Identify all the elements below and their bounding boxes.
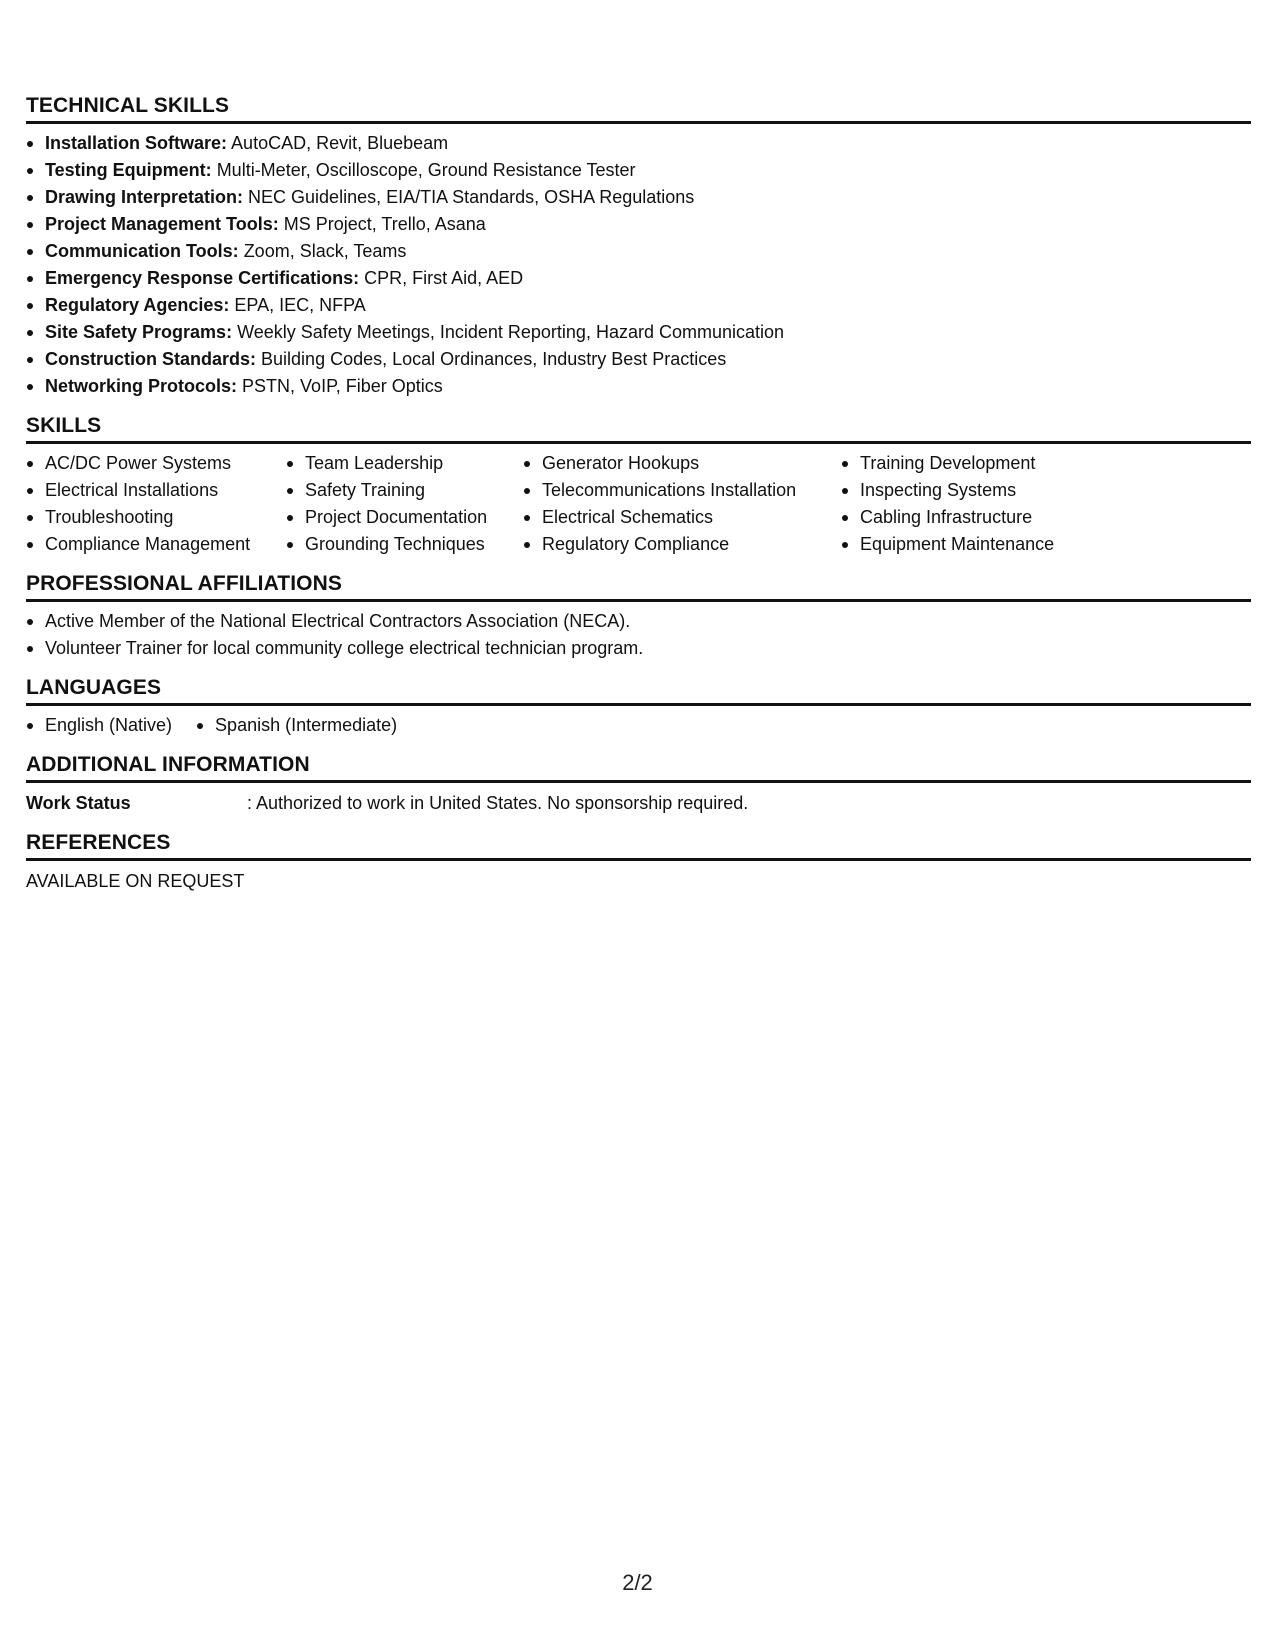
list-item: Equipment Maintenance: [841, 531, 1141, 558]
list-item: Project Documentation: [286, 504, 523, 531]
references-heading: REFERENCES: [26, 831, 1251, 861]
list-item: English (Native): [26, 712, 172, 739]
list-item: Installation Software: AutoCAD, Revit, Bluebeam: [26, 130, 1251, 157]
skills-section: [26, 414, 1251, 558]
additional-info-section: [26, 753, 1251, 817]
page-number: 2/2: [622, 1570, 653, 1595]
list-item: Telecommunications Installation: [523, 477, 841, 504]
list-item: Communication Tools: Zoom, Slack, Teams: [26, 238, 1251, 265]
list-item: Compliance Management: [26, 531, 286, 558]
list-item: Grounding Techniques: [286, 531, 523, 558]
list-item: Inspecting Systems: [841, 477, 1141, 504]
affiliations-list: [26, 608, 1251, 662]
list-item: Emergency Response Certifications: CPR, First Aid, AED: [26, 265, 1251, 292]
skills-column-3: [523, 450, 841, 558]
work-status-label: Work Status: [26, 793, 131, 813]
list-item: Safety Training: [286, 477, 523, 504]
list-item: Regulatory Agencies: EPA, IEC, NFPA: [26, 292, 1251, 319]
skills-column-1: [26, 450, 286, 558]
list-item: Team Leadership: [286, 450, 523, 477]
list-item: Generator Hookups: [523, 450, 841, 477]
list-item: Drawing Interpretation: NEC Guidelines, EIA/TIA Standards, OSHA Regulations: [26, 184, 1251, 211]
list-item: Cabling Infrastructure: [841, 504, 1141, 531]
skills-column-2: [286, 450, 523, 558]
list-item: Networking Protocols: PSTN, VoIP, Fiber Optics: [26, 373, 1251, 400]
affiliations-section: [26, 572, 1251, 662]
list-item: Regulatory Compliance: [523, 531, 841, 558]
list-item: Testing Equipment: Multi-Meter, Oscilloscope, Ground Resistance Tester: [26, 157, 1251, 184]
languages-heading: LANGUAGES: [26, 676, 1251, 706]
affiliations-heading: PROFESSIONAL AFFILIATIONS: [26, 572, 1251, 602]
list-item: Project Management Tools: MS Project, Trello, Asana: [26, 211, 1251, 238]
work-status-row: [26, 790, 1251, 817]
list-item: Troubleshooting: [26, 504, 286, 531]
references-text: AVAILABLE ON REQUEST: [26, 871, 245, 891]
references-section: [26, 831, 1251, 895]
list-item: Construction Standards: Building Codes, Local Ordinances, Industry Best Practices: [26, 346, 1251, 373]
technical-skills-heading: TECHNICAL SKILLS: [26, 94, 1251, 124]
skills-columns: [26, 450, 1251, 558]
list-item: Training Development: [841, 450, 1141, 477]
list-item: Volunteer Trainer for local community college electrical technician program.: [26, 635, 1251, 662]
list-item: Spanish (Intermediate): [196, 712, 397, 739]
technical-skills-section: [26, 94, 1251, 400]
list-item: Electrical Installations: [26, 477, 286, 504]
skills-heading: SKILLS: [26, 414, 1251, 444]
languages-list: [26, 712, 1251, 739]
additional-info-heading: ADDITIONAL INFORMATION: [26, 753, 1251, 783]
list-item: Site Safety Programs: Weekly Safety Meetings, Incident Reporting, Hazard Communication: [26, 319, 1251, 346]
list-item: Active Member of the National Electrical Contractors Association (NECA).: [26, 608, 1251, 635]
resume-page: [26, 94, 1251, 909]
skills-column-4: [841, 450, 1141, 558]
technical-skills-list: [26, 130, 1251, 400]
languages-section: [26, 676, 1251, 739]
list-item: Electrical Schematics: [523, 504, 841, 531]
list-item: AC/DC Power Systems: [26, 450, 286, 477]
work-status-value: : Authorized to work in United States. No sponsorship required.: [247, 793, 749, 813]
